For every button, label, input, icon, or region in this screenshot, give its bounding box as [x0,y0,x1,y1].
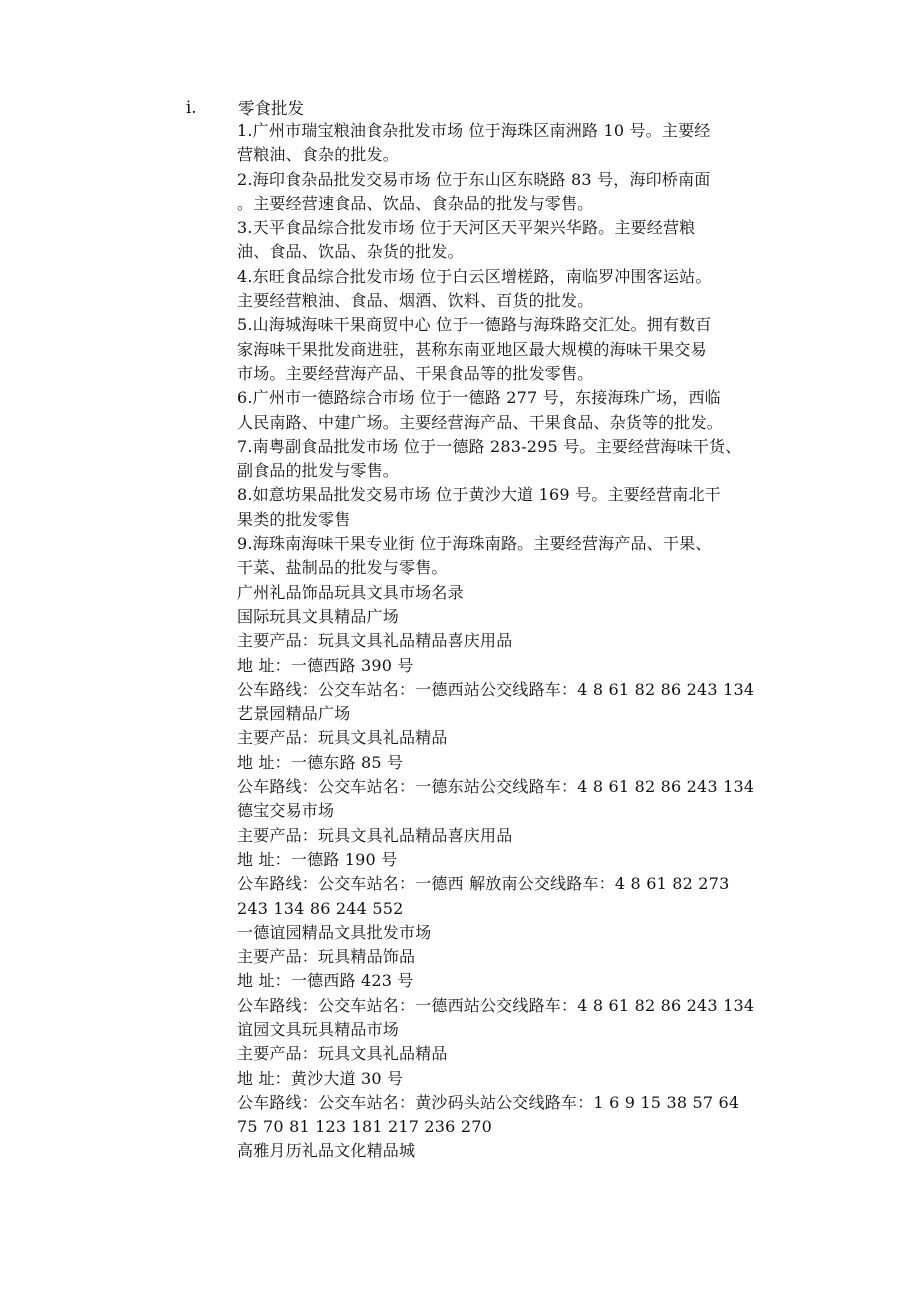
market-products: 主要产品：玩具文具礼品精品喜庆用品 [237,631,513,651]
market-bus-route: 公车路线：公交车站名：一德东站公交线路车：4 8 61 82 86 243 134 [237,777,755,797]
document-body [237,119,789,1164]
list-item [237,168,789,217]
list-item [237,435,789,484]
market-products: 主要产品：玩具文具礼品精品 [237,728,448,748]
list-item [237,386,789,435]
text-line: 营粮油、食杂的批发。 [237,145,400,165]
market-name: 谊园文具玩具精品市场 [237,1019,400,1039]
text-line: 副食品的批发与零售。 [237,461,400,481]
text-line: 干菜、盐制品的批发与零售。 [237,558,448,578]
market-entry [237,921,789,1018]
list-item [237,216,789,265]
text-line: 1.广州市瑞宝粮油食杂批发市场 位于海珠区南洲路 10 号。主要经 [237,121,711,140]
text-line: 主要经营粮油、食品、烟酒、饮料、百货的批发。 [237,291,594,311]
market-address: 地 址：一德西路 423 号 [237,971,414,991]
market-bus-route: 75 70 81 123 181 217 236 270 [237,1117,492,1137]
list-item [237,483,789,532]
market-products: 主要产品：玩具文具礼品精品喜庆用品 [237,825,513,845]
market-products: 主要产品：玩具文具礼品精品 [237,1044,448,1064]
market-entry [237,1018,789,1139]
list-item [237,313,789,386]
market-name: 国际玩具文具精品广场 [237,606,400,626]
list-item [237,265,789,314]
gift-section-title: 广州礼品饰品玩具文具市场名录 [237,582,464,602]
text-line: 家海味干果批发商进驻，甚称东南亚地区最大规模的海味干果交易 [237,339,707,359]
market-address: 地 址：黄沙大道 30 号 [237,1068,404,1088]
market-address: 地 址：一德西路 390 号 [237,655,414,675]
text-line: 果类的批发零售 [237,509,351,529]
text-line: 2.海印食杂品批发交易市场 位于东山区东晓路 83 号，海印桥南面 [237,169,711,189]
list-item [237,532,789,581]
market-bus-route: 公车路线：公交车站名：一德西站公交线路车：4 8 61 82 86 243 134 [237,679,755,699]
text-line: 4.东旺食品综合批发市场 位于白云区增槎路，南临罗冲围客运站。 [237,266,712,286]
text-line: 3.天平食品综合批发市场 位于天河区天平架兴华路。主要经营粮 [237,218,696,238]
market-products: 主要产品：玩具精品饰品 [237,947,416,967]
market-entry [237,702,789,799]
market-entry [237,799,789,920]
list-item [237,119,789,168]
market-bus-route: 公车路线：公交车站名：黄沙码头站公交线路车：1 6 9 15 38 57 64 [237,1092,740,1112]
market-bus-route: 243 134 86 244 552 [237,898,404,918]
market-name: 一德谊园精品文具批发市场 [237,922,432,942]
market-name: 德宝交易市场 [237,801,335,821]
section-title: 零食批发 [238,99,304,118]
text-line: 油、食品、饮品、杂货的批发。 [237,242,464,262]
gift-market-list [237,605,789,1140]
market-address: 地 址：一德路 190 号 [237,849,398,869]
market-name: 艺景园精品广场 [237,704,351,724]
market-name: 高雅月历礼品文化精品城 [237,1141,416,1161]
market-bus-route: 公车路线：公交车站名：一德西 解放南公交线路车：4 8 61 82 273 [237,874,730,894]
text-line: 8.如意坊果品批发交易市场 位于黄沙大道 169 号。主要经营南北干 [237,485,721,505]
market-bus-route: 公车路线：公交车站名：一德西站公交线路车：4 8 61 82 86 243 134 [237,995,755,1015]
text-line: 市场。主要经营海产品、干果食品等的批发零售。 [237,363,594,383]
market-entry [237,605,789,702]
text-line: 6.广州市一德路综合市场 位于一德路 277 号，东接海珠广场，西临 [237,388,721,408]
food-market-list [237,119,789,581]
market-address: 地 址：一德东路 85 号 [237,752,404,772]
text-line: 人民南路、中建广场。主要经营海产品、干果食品、杂货等的批发。 [237,412,724,432]
text-line: 7.南粤副食品批发市场 位于一德路 283-295 号。主要经营海味干货、 [237,436,742,456]
section-heading [186,94,304,120]
text-line: 5.山海城海味干果商贸中心 位于一德路与海珠路交汇处。拥有数百 [237,315,712,335]
text-line: 。主要经营速食品、饮品、食杂品的批发与零售。 [237,193,594,213]
list-marker: i. [186,97,197,117]
text-line: 9.海珠南海味干果专业街 位于海珠南路。主要经营海产品、干果、 [237,534,712,554]
